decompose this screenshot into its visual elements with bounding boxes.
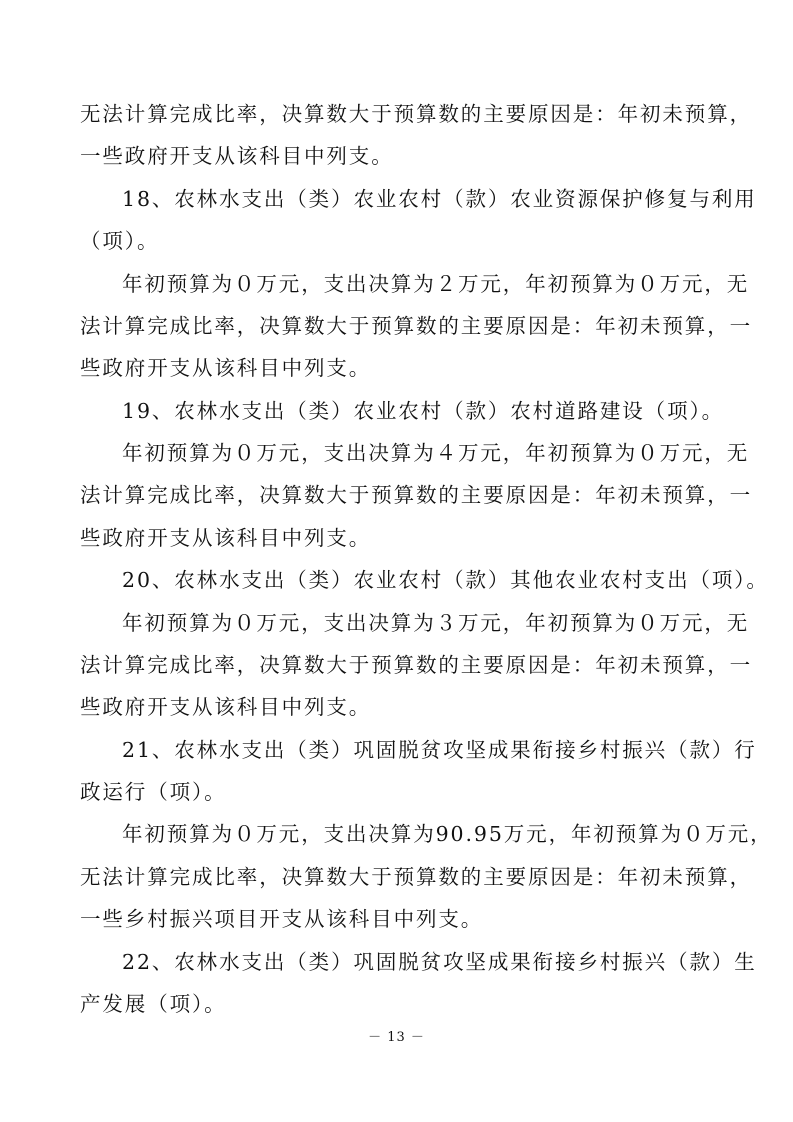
text-line: 些政府开支从该科目中列支。 <box>80 356 372 380</box>
text-line: 年初预算为０万元，支出决算为３万元，年初预算为０万元，无 <box>122 611 750 635</box>
text-line: 些政府开支从该科目中列支。 <box>80 695 372 719</box>
text-line: 法计算完成比率，决算数大于预算数的主要原因是：年初未预算，一 <box>80 314 752 338</box>
text-line: 年初预算为０万元，支出决算为２万元，年初预算为０万元，无 <box>122 272 750 296</box>
text-line: 一些政府开支从该科目中列支。 <box>80 144 394 168</box>
text-line: 一些乡村振兴项目开支从该科目中列支。 <box>80 907 484 931</box>
text-line: 年初预算为０万元，支出决算为90.95万元，年初预算为０万元， <box>122 822 773 846</box>
heading-item-21: 21、农林水支出（类）巩固脱贫攻坚成果衔接乡村振兴（款）行 <box>122 738 757 762</box>
text-line: 政运行（项）。 <box>80 780 227 804</box>
heading-item-18: 18、农林水支出（类）农业农村（款）农业资源保护修复与利用 <box>122 187 757 211</box>
heading-item-19: 19、农林水支出（类）农业农村（款）农村道路建设（项）。 <box>122 399 725 423</box>
text-line: 无法计算完成比率，决算数大于预算数的主要原因是：年初未预算， <box>80 865 752 889</box>
text-line: （项）。 <box>80 229 160 253</box>
heading-item-20: 20、农林水支出（类）农业农村（款）其他农业农村支出（项）。 <box>122 568 769 592</box>
text-line: 些政府开支从该科目中列支。 <box>80 526 372 550</box>
heading-item-22: 22、农林水支出（类）巩固脱贫攻坚成果衔接乡村振兴（款）生 <box>122 950 757 974</box>
text-line: 法计算完成比率，决算数大于预算数的主要原因是：年初未预算，一 <box>80 483 752 507</box>
text-line: 产发展（项）。 <box>80 992 227 1016</box>
page-number: － 13 － <box>368 1030 425 1045</box>
text-line: 无法计算完成比率，决算数大于预算数的主要原因是：年初未预算， <box>80 102 752 126</box>
text-line: 法计算完成比率，决算数大于预算数的主要原因是：年初未预算，一 <box>80 653 752 677</box>
text-line: 年初预算为０万元，支出决算为４万元，年初预算为０万元，无 <box>122 441 750 465</box>
